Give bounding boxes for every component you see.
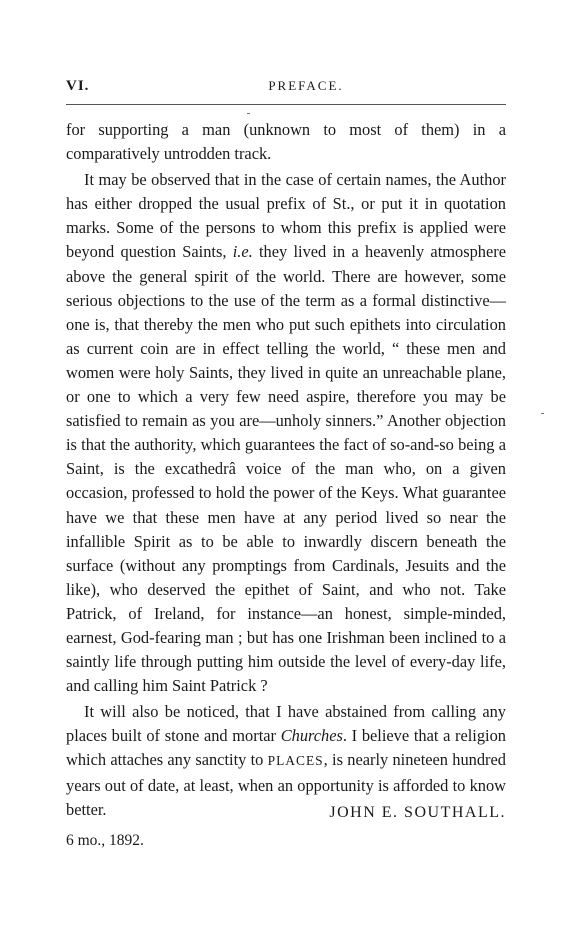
signature-block [66,804,506,864]
paragraph-continuation: for supporting a man (unknown to most of them) in a comparatively untrodden track. [66,120,506,164]
author-signature: JOHN E. SOUTHALL. [329,804,506,821]
header-rule [66,104,506,105]
running-head: PREFACE. [268,78,344,93]
body-text [66,118,506,822]
print-speck [541,413,544,414]
document-page [66,78,507,849]
page-number: VI. [66,78,90,94]
page-header [66,78,506,100]
paragraph-saints: It may be observed that in the case of certain names, the Author has either dropped the usual prefix of St., or put it in quotation marks. Some of the persons to whom this prefix is applied were beyond question Saints, i.e. they lived in a heavenly atmosphere above the general spirit of the world. There are however, some serious objections to the use of the term as a formal distinctive—one is, that thereby the men who put such epithets into circulation as current coin are in effect telling the world, “ these men and women were holy Saints, they lived in quite an unreachable plane, or one to which a very few need aspire, therefore you may be satisfied to remain as you are—unholy sinners.” Another objection is that the authority, which guarantees the fact of so-and-so being a Saint, is the excathedrâ voice of the man who, on a given occasion, professed to hold the power of the Keys. What guarantee have we that these men have at any period lived so near the infallible Spirit as to be able to inwardly discern beneath the surface (without any promptings from Cardinals, Jesuits and the like), who deserved the epithet of Saint, and who not. Take Patrick, of Ireland, for instance—an honest, simple-minded, earnest, God-fearing man ; but has one Irishman been inclined to a saintly life through putting him outside the level of every-day life, and calling him Saint Patrick ? [66,170,506,696]
paragraph-churches: It will also be noticed, that I have abstained from calling any places built of stone and mortar Churches. I believe that a religion which attaches any sanctity to PLACES, is nearly nineteen hundred years out of date, at least, when an opportunity is afforded to know better. [66,702,507,819]
print-speck [247,113,250,114]
date-line: 6 mo., 1892. [66,832,144,849]
